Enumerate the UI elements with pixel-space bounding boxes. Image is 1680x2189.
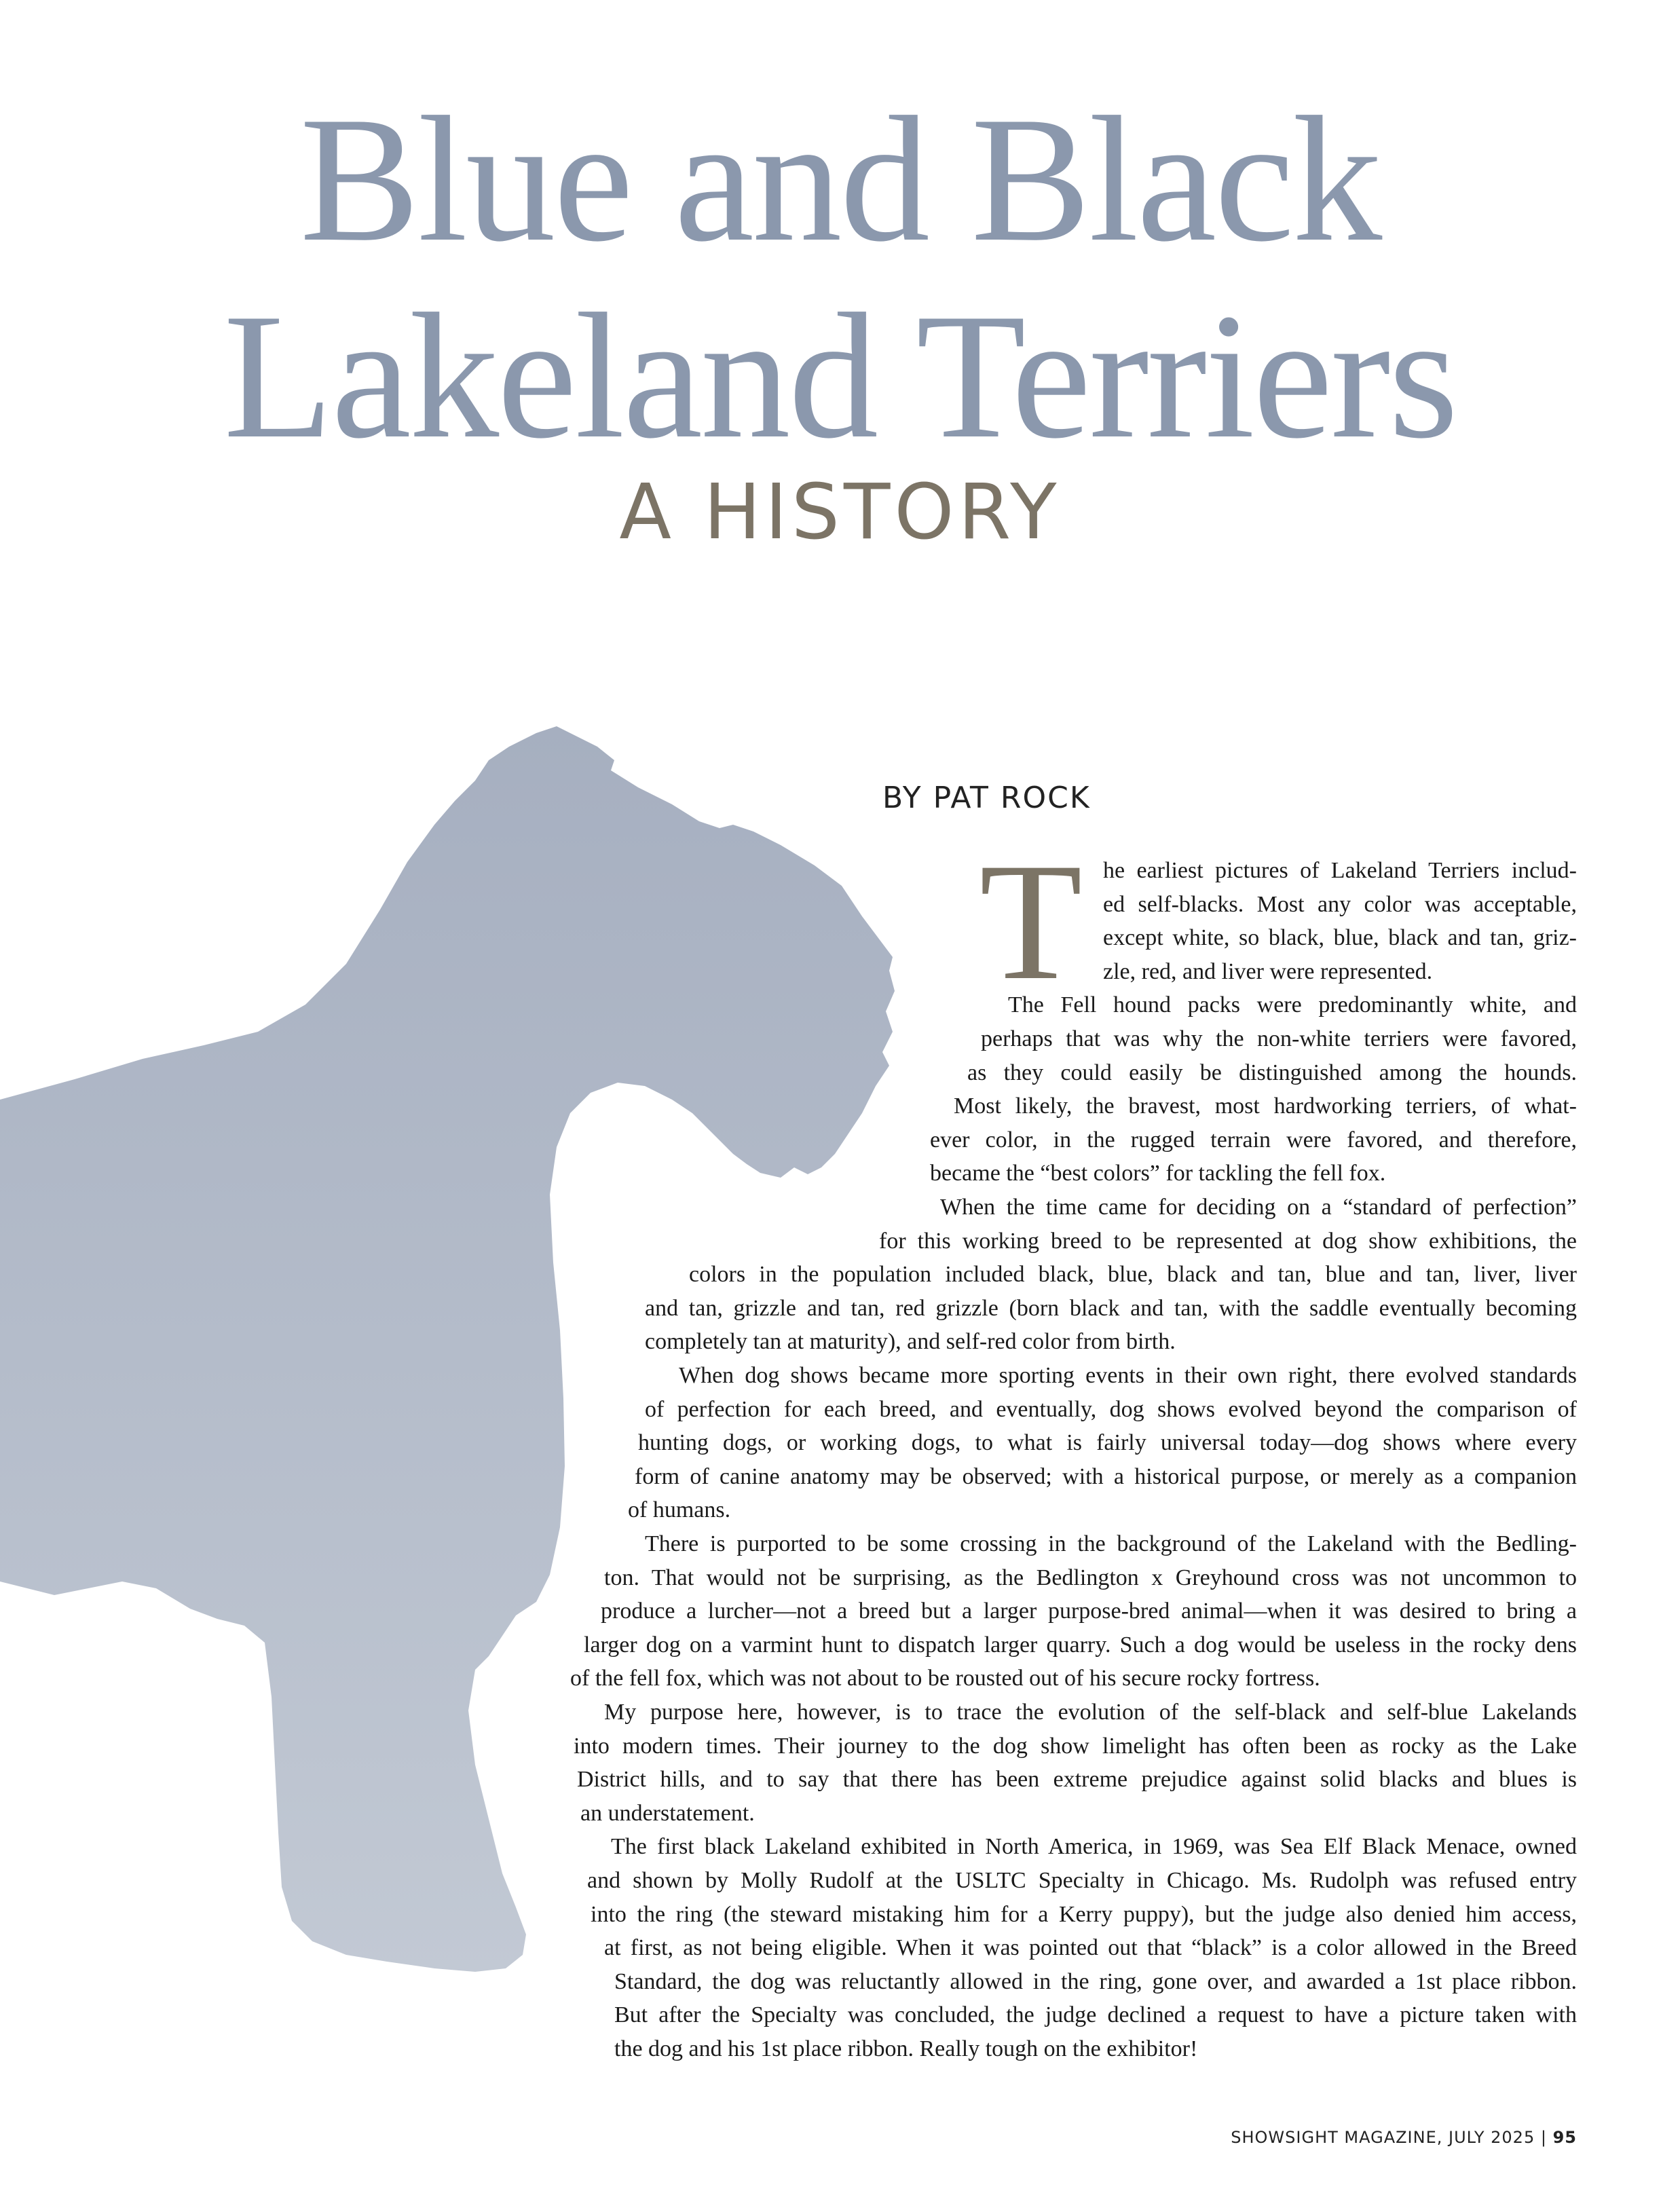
article-line: for this working breed to be represented at dog show exhibitions, the xyxy=(879,1228,1577,1254)
byline: BY PAT ROCK xyxy=(882,781,1091,815)
article-line: the dog and his 1st place ribbon. Really tough on the exhibitor! xyxy=(614,2036,1198,2061)
article-line: District hills, and to say that there has been extreme prejudice against solid blacks and blues is xyxy=(577,1767,1577,1793)
article-line: The first black Lakeland exhibited in North America, in 1969, was Sea Elf Black Menace, owned xyxy=(611,1834,1577,1860)
article-line: My purpose here, however, is to trace the evolution of the self-black and self-blue Lakelands xyxy=(604,1700,1577,1725)
article-line: into modern times. Their journey to the dog show limelight has often been as rocky as the Lake xyxy=(574,1733,1577,1759)
article-line: except white, so black, blue, black and tan, griz- xyxy=(1103,925,1577,951)
article-line: hunting dogs, or working dogs, to what is fairly universal today—dog shows where every xyxy=(638,1430,1577,1456)
page-footer xyxy=(1231,2128,1577,2147)
article-line: ever color, in the rugged terrain were favored, and therefore, xyxy=(930,1127,1577,1153)
article-line: and shown by Molly Rudolf at the USLTC Specialty in Chicago. Ms. Rudolph was refused entry xyxy=(587,1868,1577,1893)
article-line: zle, red, and liver were represented. xyxy=(1103,958,1433,984)
article-line: perhaps that was why the non-white terriers were favored, xyxy=(981,1026,1577,1051)
title-line-2: Lakeland Terriers xyxy=(223,277,1457,476)
article-line: When dog shows became more sporting events in their own right, there evolved standards xyxy=(679,1363,1577,1388)
article-subtitle: A HISTORY xyxy=(619,468,1061,557)
article-line: he earliest pictures of Lakeland Terriers includ- xyxy=(1103,858,1577,883)
article-line: There is purported to be some crossing in the background of the Lakeland with the Bedling- xyxy=(645,1531,1577,1556)
article-line: larger dog on a varmint hunt to dispatch larger quarry. Such a dog would be useless in the rocky dens xyxy=(584,1632,1577,1658)
article-line: ton. That would not be surprising, as the Bedlington x Greyhound cross was not uncommon to xyxy=(604,1565,1577,1590)
drop-cap: T xyxy=(979,828,1083,1015)
article-line: ed self-blacks. Most any color was acceptable, xyxy=(1103,891,1577,917)
article-line: at first, as not being eligible. When it was pointed out that “black” is a color allowed in the Breed xyxy=(604,1935,1577,1961)
article-line: an understatement. xyxy=(580,1800,755,1826)
article-line: of perfection for each breed, and eventually, dog shows evolved beyond the comparison of xyxy=(645,1396,1577,1422)
publication-name: SHOWSIGHT MAGAZINE, JULY 2025 xyxy=(1231,2128,1535,2147)
article-line: The Fell hound packs were predominantly white, and xyxy=(1008,992,1577,1018)
article-line: completely tan at maturity), and self-red color from birth. xyxy=(645,1329,1176,1355)
title-line-1: Blue and Black xyxy=(299,80,1381,279)
footer-separator: | xyxy=(1540,2128,1547,2147)
article-title xyxy=(0,81,1680,475)
terrier-silhouette-icon xyxy=(0,719,896,1996)
article-line: became the “best colors” for tackling the fell fox. xyxy=(930,1161,1386,1186)
article-line: into the ring (the steward mistaking him for a Kerry puppy), but the judge also denied him access, xyxy=(591,1901,1577,1927)
article-line: But after the Specialty was concluded, the judge declined a request to have a picture taken with xyxy=(614,2002,1577,2028)
article-line: When the time came for deciding on a “standard of perfection” xyxy=(940,1195,1577,1220)
article-line: of the fell fox, which was not about to be rousted out of his secure rocky fortress. xyxy=(570,1666,1320,1691)
article-line: as they could easily be distinguished among the hounds. xyxy=(967,1060,1577,1085)
article-line: Most likely, the bravest, most hardworking terriers, of what- xyxy=(954,1093,1577,1119)
article-line: form of canine anatomy may be observed; with a historical purpose, or merely as a companion xyxy=(635,1463,1577,1489)
article-line: produce a lurcher—not a breed but a larger purpose-bred animal—when it was desired to bring a xyxy=(601,1598,1577,1624)
article-line: and tan, grizzle and tan, red grizzle (born black and tan, with the saddle eventually becoming xyxy=(645,1295,1577,1321)
article-line: Standard, the dog was reluctantly allowed in the ring, gone over, and awarded a 1st place ribbon. xyxy=(614,1968,1577,1994)
article-line: of humans. xyxy=(628,1497,731,1523)
page-number: 95 xyxy=(1552,2128,1577,2147)
article-line: colors in the population included black, blue, black and tan, blue and tan, liver, liver xyxy=(689,1262,1577,1288)
